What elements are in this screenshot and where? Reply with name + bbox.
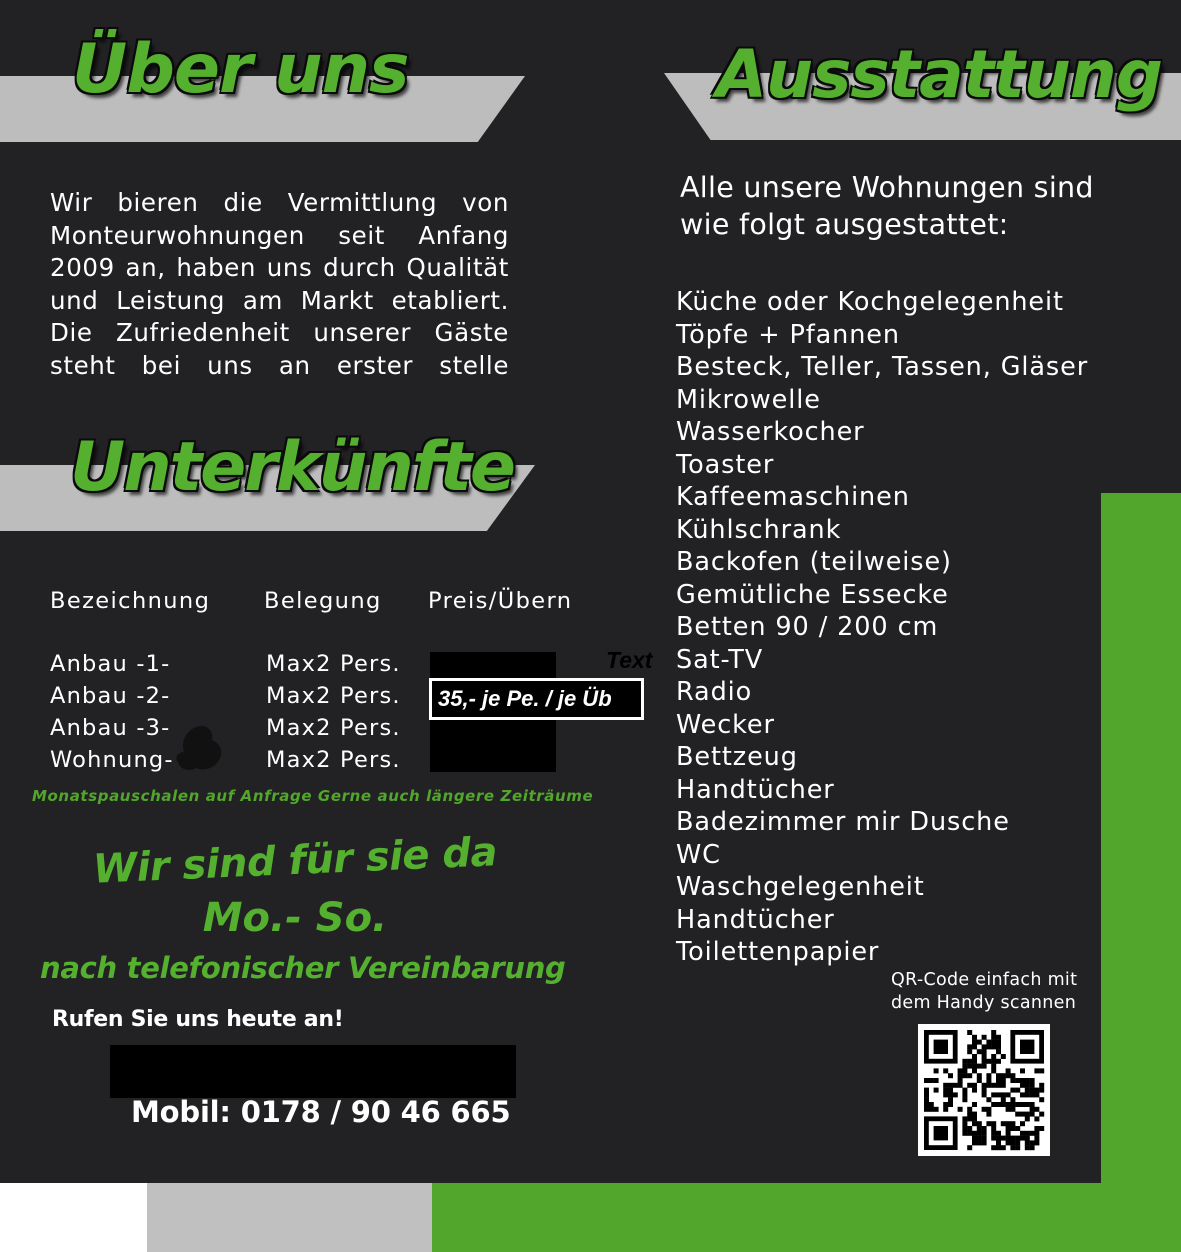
qr-code-icon: [918, 1024, 1050, 1156]
table-cell-occupancy: Max2 Pers.: [266, 683, 401, 709]
green-accent-block: [1101, 493, 1181, 1252]
table-occupancy-column: [266, 648, 401, 776]
monthly-note: Monatspauschalen auf Anfrage Gerne auch längere Zeiträume: [32, 787, 594, 805]
equipment-intro: Alle unsere Wohnungen sind wie folgt ausgestattet:: [680, 171, 1094, 241]
equipment-item: Kaffeemaschinen: [676, 482, 910, 512]
equipment-item: Küche oder Kochgelegenheit: [676, 287, 1064, 317]
equipment-item: Sat-TV: [676, 644, 764, 675]
equipment-list: [676, 286, 1088, 969]
equipment-item: Wasserkocher: [676, 417, 865, 447]
equipment-item: Toilettenpapier: [676, 937, 880, 967]
bottom-green-strip: [432, 1183, 1181, 1252]
heading-about: Über uns: [72, 30, 409, 109]
equipment-item: Mikrowelle: [676, 384, 821, 415]
equipment-item: WC: [676, 839, 721, 870]
equipment-item: Backofen (teilweise): [676, 547, 952, 577]
table-cell-name: Anbau -1-: [50, 651, 171, 677]
equipment-item: Toaster: [676, 449, 775, 480]
equipment-item: Betten 90 / 200 cm: [676, 612, 939, 642]
table-cell-name: Wohnung-: [50, 747, 174, 773]
table-cell-occupancy: Max2 Pers.: [266, 715, 401, 741]
mobile-number[interactable]: Mobil: 0178 / 90 46 665: [131, 1095, 511, 1129]
availability-line-1: Wir sind für sie da: [92, 829, 498, 893]
availability-line-3: nach telefonischer Vereinbarung: [40, 951, 566, 985]
equipment-item: Waschgelegenheit: [676, 872, 925, 902]
table-header-occupancy: Belegung: [264, 588, 382, 614]
equipment-item: Wecker: [676, 709, 775, 740]
table-header-price: Preis/Übern: [428, 588, 573, 614]
equipment-item: Badezimmer mir Dusche: [676, 807, 1010, 837]
heading-accommodations: Unterkünfte: [70, 428, 515, 507]
bottom-gray-strip: [147, 1183, 432, 1252]
table-cell-occupancy: Max2 Pers.: [266, 747, 401, 773]
equipment-item: Gemütliche Essecke: [676, 579, 949, 610]
ink-blot-icon: [170, 722, 226, 774]
equipment-item: Kühlschrank: [676, 514, 842, 545]
equipment-item: Radio: [676, 677, 753, 707]
table-cell-name: Anbau -2-: [50, 683, 171, 709]
table-header-name: Bezeichnung: [50, 588, 211, 614]
contact-redaction: [110, 1045, 516, 1098]
table-cell-name: Anbau -3-: [50, 715, 171, 741]
equipment-item: Bettzeug: [676, 742, 798, 772]
price-label: 35,- je Pe. / je Üb: [429, 678, 644, 720]
qr-hint-line-1: QR-Code einfach mit: [891, 970, 1078, 990]
qr-hint: [891, 969, 1077, 1015]
heading-equipment: Ausstattung: [716, 36, 1163, 113]
equipment-item: Töpfe + Pfannen: [676, 319, 900, 350]
call-to-action: Rufen Sie uns heute an!: [52, 1007, 344, 1032]
qr-code[interactable]: [918, 1024, 1050, 1156]
qr-hint-line-2: dem Handy scannen: [891, 993, 1077, 1013]
equipment-item: Besteck, Teller, Tassen, Gläser: [676, 352, 1089, 382]
availability-line-2: Mo.- So.: [202, 895, 388, 941]
text-placeholder: Text: [606, 647, 653, 673]
equipment-item: Handtücher: [676, 774, 835, 805]
table-cell-occupancy: Max2 Pers.: [266, 651, 401, 677]
table-name-column: [50, 648, 174, 776]
equipment-item: Handtücher: [676, 904, 835, 935]
about-text: Wir bieren die Vermittlung von Monteurwohnungen seit Anfang 2009 an, haben uns durch Qualität und Leistung am Markt etabliert. Die Zufriedenheit unserer Gäste steht bei uns an erster stelle: [50, 188, 509, 380]
